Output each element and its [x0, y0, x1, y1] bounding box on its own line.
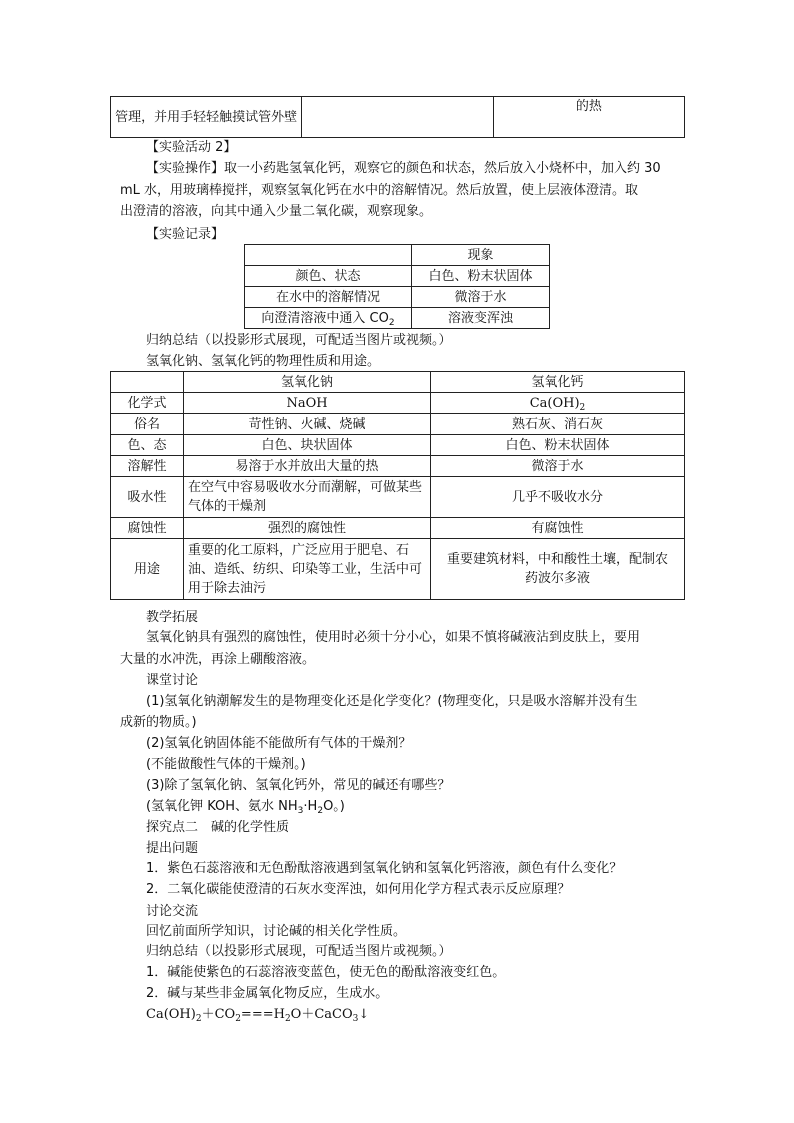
- precipitate-arrow: ↓: [358, 1007, 370, 1022]
- table-cell: 强烈的腐蚀性: [184, 518, 431, 539]
- record-heading: 【实验记录】: [146, 227, 225, 242]
- table-row: [245, 245, 550, 266]
- subscript: 2: [235, 1014, 241, 1024]
- table-row: [111, 414, 685, 435]
- table-row: [111, 456, 685, 477]
- subscript: 2: [388, 317, 395, 328]
- answer-text: ·H: [303, 799, 318, 814]
- table-cell: 重要的化工原料，广泛应用于肥皂、石油、造纸、纺织、印染等工业，生活中可用于除去油污: [184, 539, 431, 600]
- explore-point-2-heading: 探究点二 碱的化学性质: [146, 820, 290, 835]
- cell-text: 向澄清溶液中通入 CO: [261, 310, 389, 326]
- properties-intro: 氢氧化钠、氢氧化钙的物理性质和用途。: [146, 354, 381, 369]
- property-1: 1．碱能使紫色的石蕊溶液变蓝色，使无色的酚酞溶液变红色。: [146, 965, 506, 980]
- table-row: [111, 372, 685, 393]
- table-cell: 的热: [493, 97, 684, 138]
- table-cell: 俗名: [111, 414, 184, 435]
- table-row: [111, 477, 685, 518]
- top-table: [110, 96, 685, 138]
- table-cell: 微溶于水: [431, 456, 685, 477]
- equation-part: ===H: [240, 1007, 285, 1022]
- table-cell: 几乎不吸收水分: [431, 477, 685, 518]
- summary-1: 归纳总结（以投影形式展现，可配适当图片或视频。）: [146, 333, 452, 348]
- equation-part: O＋CaCO: [290, 1007, 353, 1022]
- answer-text: O。): [323, 799, 345, 814]
- discussion-a2: (不能做酸性气体的干燥剂。): [146, 757, 306, 772]
- discussion-heading: 课堂讨论: [146, 673, 199, 688]
- table-cell: 用途: [111, 539, 184, 600]
- table-row: [245, 308, 550, 329]
- subscript: 2: [195, 1014, 202, 1024]
- teaching-extension-line-2: 大量的水冲洗，再涂上硼酸溶液。: [120, 652, 316, 667]
- table-cell: 色、态: [111, 435, 184, 456]
- record-table: [244, 244, 550, 329]
- table-cell: 熟石灰、消石灰: [431, 414, 685, 435]
- table-cell: 颜色、状态: [245, 266, 412, 287]
- activity-heading: 【实验活动 2】: [146, 140, 237, 155]
- table-cell: 有腐蚀性: [431, 518, 685, 539]
- table-cell: 溶液变浑浊: [412, 308, 550, 329]
- ask-heading: 提出问题: [146, 841, 199, 856]
- properties-table: [110, 371, 685, 600]
- table-cell: 管理，并用手轻轻触摸试管外壁: [111, 97, 302, 138]
- table-row: [111, 97, 685, 138]
- equation-part: Ca(OH): [146, 1007, 196, 1022]
- table-cell: 在空气中容易吸收水分而潮解，可做某些气体的干燥剂: [184, 477, 431, 518]
- operation-line-2: mL 水，用玻璃棒搅拌，观察氢氧化钙在水中的溶解情况。然后放置，使上层液体澄清。取: [120, 183, 639, 198]
- chemical-equation: [146, 1005, 369, 1024]
- table-header-cell: 氢氧化钠: [184, 372, 431, 393]
- table-header-cell: [245, 245, 412, 266]
- discussion-q1-line-1: (1)氢氧化钠潮解发生的是物理变化还是化学变化？(物理变化，只是吸水溶解并没有生: [146, 694, 638, 709]
- summary-2: 归纳总结（以投影形式展现，可配适当图片或视频。）: [146, 944, 452, 959]
- table-row: [245, 266, 550, 287]
- discuss-heading: 讨论交流: [146, 904, 199, 919]
- subscript: 3: [297, 806, 304, 816]
- table-cell: 白色、粉末状固体: [412, 266, 550, 287]
- table-cell: [245, 308, 412, 329]
- table-cell: 腐蚀性: [111, 518, 184, 539]
- table-cell: 吸水性: [111, 477, 184, 518]
- table-header-cell: 现象: [412, 245, 550, 266]
- table-cell: 化学式: [111, 393, 184, 414]
- operation-line-1: 【实验操作】取一小药匙氢氧化钙，观察它的颜色和状态，然后放入小烧杯中，加入约 30: [146, 161, 661, 176]
- teaching-extension-line-1: 氢氧化钠具有强烈的腐蚀性，使用时必须十分小心，如果不慎将碱液沾到皮肤上，要用: [146, 630, 641, 645]
- table-cell: 白色、粉末状固体: [431, 435, 685, 456]
- table-row: [111, 435, 685, 456]
- table-cell: 微溶于水: [412, 287, 550, 308]
- discussion-q2: (2)氢氧化钠固体能不能做所有气体的干燥剂？: [146, 736, 412, 751]
- ask-2: 2．二氧化碳能使澄清的石灰水变浑浊，如何用化学方程式表示反应原理？: [146, 882, 571, 897]
- table-row: [245, 287, 550, 308]
- discussion-q3: (3)除了氢氧化钠、氢氧化钙外，常见的碱还有哪些？: [146, 778, 451, 793]
- teaching-extension-heading: 教学拓展: [146, 610, 199, 625]
- table-cell: [302, 97, 493, 138]
- subscript: 2: [579, 402, 586, 413]
- table-header-cell: 氢氧化钙: [431, 372, 685, 393]
- table-cell: NaOH: [184, 393, 431, 414]
- subscript: 3: [352, 1014, 359, 1024]
- table-row: [111, 393, 685, 414]
- ask-1: 1．紫色石蕊溶液和无色酚酞溶液遇到氢氧化钠和氢氧化钙溶液，颜色有什么变化？: [146, 861, 623, 876]
- table-row: [111, 539, 685, 600]
- table-row: [111, 518, 685, 539]
- cell-text: Ca(OH): [529, 395, 580, 411]
- answer-text: (氢氧化钾 KOH、氨水 NH: [146, 799, 298, 814]
- table-cell: 白色、块状固体: [184, 435, 431, 456]
- property-2: 2．碱与某些非金属氧化物反应，生成水。: [146, 986, 389, 1001]
- subscript: 2: [317, 806, 324, 816]
- table-cell: 溶解性: [111, 456, 184, 477]
- table-cell: [431, 393, 685, 414]
- table-cell: 在水中的溶解情况: [245, 287, 412, 308]
- equation-part: ＋CO: [201, 1007, 236, 1022]
- table-cell: 重要建筑材料，中和酸性土壤，配制农药波尔多液: [431, 539, 685, 600]
- discuss-text: 回忆前面所学知识，讨论碱的相关化学性质。: [146, 924, 407, 939]
- table-header-cell: [111, 372, 184, 393]
- discussion-a3: [146, 797, 345, 816]
- table-cell: 苛性钠、火碱、烧碱: [184, 414, 431, 435]
- table-cell: 易溶于水并放出大量的热: [184, 456, 431, 477]
- operation-line-3: 出澄清的溶液，向其中通入少量二氧化碳，观察现象。: [120, 204, 433, 219]
- subscript: 2: [284, 1014, 291, 1024]
- discussion-q1-line-2: 成新的物质。): [120, 715, 197, 730]
